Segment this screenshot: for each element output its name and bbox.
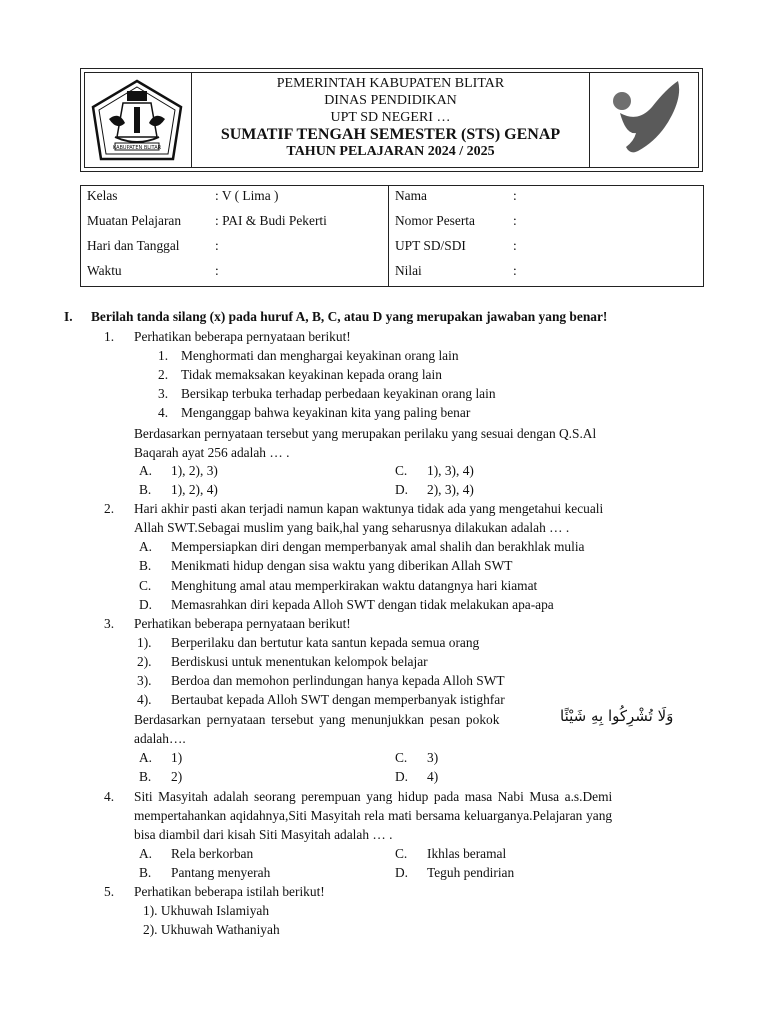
option-letter: C. [395, 463, 408, 478]
field-label: Waktu [87, 263, 122, 278]
question-stem: Berdasarkan pernyataan tersebut yang merupakan perilaku yang sesuai dengan Q.S.Al [134, 426, 597, 441]
question-number: 1. [104, 329, 115, 344]
header-department: DINAS PENDIDIKAN [324, 93, 457, 108]
option-letter: B. [139, 482, 152, 497]
school-logo-cell [589, 73, 698, 167]
list-item-number: 2. [158, 367, 169, 382]
list-item-number: 1. [158, 348, 169, 363]
field-label: Muatan Pelajaran [87, 213, 182, 228]
letterhead [80, 68, 703, 172]
logo-caption: KABUPATEN BLITAR [112, 145, 162, 151]
academic-year: TAHUN PELAJARAN 2024 / 2025 [286, 144, 495, 159]
list-item: Menganggap bahwa keyakinan kita yang paling benar [181, 405, 471, 420]
question-text: Perhatikan beberapa istilah berikut! [134, 884, 325, 899]
option-letter: D. [395, 865, 409, 880]
question-text: bisa diambil dari kisah Siti Masyitah adalah … . [134, 827, 393, 842]
option-text: 2) [171, 769, 183, 784]
list-item: Berdiskusi untuk menentukan kelompok belajar [171, 654, 428, 669]
field-label: Hari dan Tanggal [87, 238, 180, 253]
option-letter: D. [395, 482, 409, 497]
question-number: 5. [104, 884, 115, 899]
list-item-number: 3. [158, 386, 169, 401]
question-text: Hari akhir pasti akan terjadi namun kapan waktunya tidak ada yang mengetahui kecuali [134, 501, 604, 516]
list-item-number: 4. [158, 405, 169, 420]
field-label: Kelas [87, 188, 118, 203]
header-school: UPT SD NEGERI … [330, 110, 451, 125]
option-letter: B. [139, 558, 152, 573]
field-value: : [513, 238, 517, 253]
option-text: 1), 2), 3) [171, 463, 218, 478]
option-letter: C. [395, 846, 408, 861]
field-value: : [513, 213, 517, 228]
option-text: Pantang menyerah [171, 865, 271, 880]
list-item: Berdoa dan memohon perlindungan hanya kepada Alloh SWT [171, 673, 505, 688]
option-letter: A. [139, 846, 153, 861]
list-item: Bersikap terbuka terhadap perbedaan keyakinan orang lain [181, 386, 496, 401]
list-item: Menghormati dan menghargai keyakinan orang lain [181, 348, 459, 363]
question-stem: adalah…. [134, 731, 186, 746]
option-letter: B. [139, 865, 152, 880]
option-text: 4) [427, 769, 439, 784]
field-label: UPT SD/SDI [395, 238, 466, 253]
question-number: 2. [104, 501, 115, 516]
option-letter: A. [139, 750, 153, 765]
field-value: : [215, 263, 219, 278]
option-text: Rela berkorban [171, 846, 254, 861]
list-item-number: 3). [137, 673, 152, 688]
list-item-number: 4). [137, 692, 152, 707]
question-number: 4. [104, 789, 115, 804]
question-number: 3. [104, 616, 115, 631]
list-item: Bertaubat kepada Alloh SWT dengan memperbanyak istighfar [171, 692, 505, 707]
field-label: Nomor Peserta [395, 213, 475, 228]
question-text: Siti Masyitah adalah seorang perempuan yang hidup pada masa Nabi Musa a.s.Demi [134, 789, 613, 804]
exam-title: SUMATIF TENGAH SEMESTER (STS) GENAP [220, 126, 561, 143]
identity-table [80, 185, 704, 287]
field-value: : [513, 263, 517, 278]
list-item: 1). Ukhuwah Islamiyah [143, 903, 270, 918]
header-government: PEMERINTAH KABUPATEN BLITAR [276, 76, 505, 91]
question-text: Perhatikan beberapa pernyataan berikut! [134, 329, 351, 344]
field-value: : [513, 188, 517, 203]
list-item: Berperilaku dan bertutur kata santun kepada semua orang [171, 635, 480, 650]
identity-left-column [81, 186, 389, 286]
school-logo-icon [590, 73, 696, 169]
list-item-number: 1). [137, 635, 152, 650]
option-letter: D. [139, 597, 153, 612]
field-label: Nilai [395, 263, 422, 278]
arabic-verse: وَلَا تُشْرِكُوا بِهِ شَيْئًا [560, 707, 674, 725]
field-value: : PAI & Budi Pekerti [215, 213, 327, 228]
section-number: I. [64, 309, 73, 324]
identity-right-column [389, 186, 703, 286]
option-text: 1) [171, 750, 183, 765]
option-text: Mempersiapkan diri dengan memperbanyak amal shalih dan berakhlak mulia [171, 539, 585, 554]
option-letter: B. [139, 769, 152, 784]
option-text: Ikhlas beramal [427, 846, 507, 861]
field-value: : [215, 238, 219, 253]
regency-emblem-icon [85, 73, 189, 169]
question-text: mempertahankan aqidahnya,Siti Masyitah rela mati bersama keluarganya.Pelajaran yang [134, 808, 613, 823]
option-text: Menikmati hidup dengan sisa waktu yang diberikan Allah SWT [171, 558, 513, 573]
option-text: Memasrahkan diri kepada Alloh SWT dengan tidak melakukan apa-apa [171, 597, 554, 612]
question-stem: Baqarah ayat 256 adalah … . [134, 445, 290, 460]
question-stem: Berdasarkan pernyataan tersebut yang menunjukkan pesan pokok [134, 712, 500, 727]
regency-logo-cell [85, 73, 192, 167]
field-label: Nama [395, 188, 427, 203]
option-letter: A. [139, 539, 153, 554]
field-value: : V ( Lima ) [215, 188, 279, 203]
option-text: Teguh pendirian [427, 865, 515, 880]
list-item-number: 2). [137, 654, 152, 669]
option-text: Menghitung amal atau memperkirakan waktu datangnya hari kiamat [171, 578, 538, 593]
option-letter: C. [395, 750, 408, 765]
section-instruction: Berilah tanda silang (x) pada huruf A, B, C, atau D yang merupakan jawaban yang benar! [91, 309, 608, 324]
list-item: Tidak memaksakan keyakinan kepada orang lain [181, 367, 442, 382]
question-text: Allah SWT.Sebagai muslim yang baik,hal yang seharusnya dilakukan adalah … . [134, 520, 570, 535]
option-text: 1), 3), 4) [427, 463, 474, 478]
option-text: 1), 2), 4) [171, 482, 218, 497]
option-letter: A. [139, 463, 153, 478]
question-text: Perhatikan beberapa pernyataan berikut! [134, 616, 351, 631]
option-letter: C. [139, 578, 152, 593]
list-item: 2). Ukhuwah Wathaniyah [143, 922, 280, 937]
option-letter: D. [395, 769, 409, 784]
option-text: 3) [427, 750, 439, 765]
option-text: 2), 3), 4) [427, 482, 474, 497]
